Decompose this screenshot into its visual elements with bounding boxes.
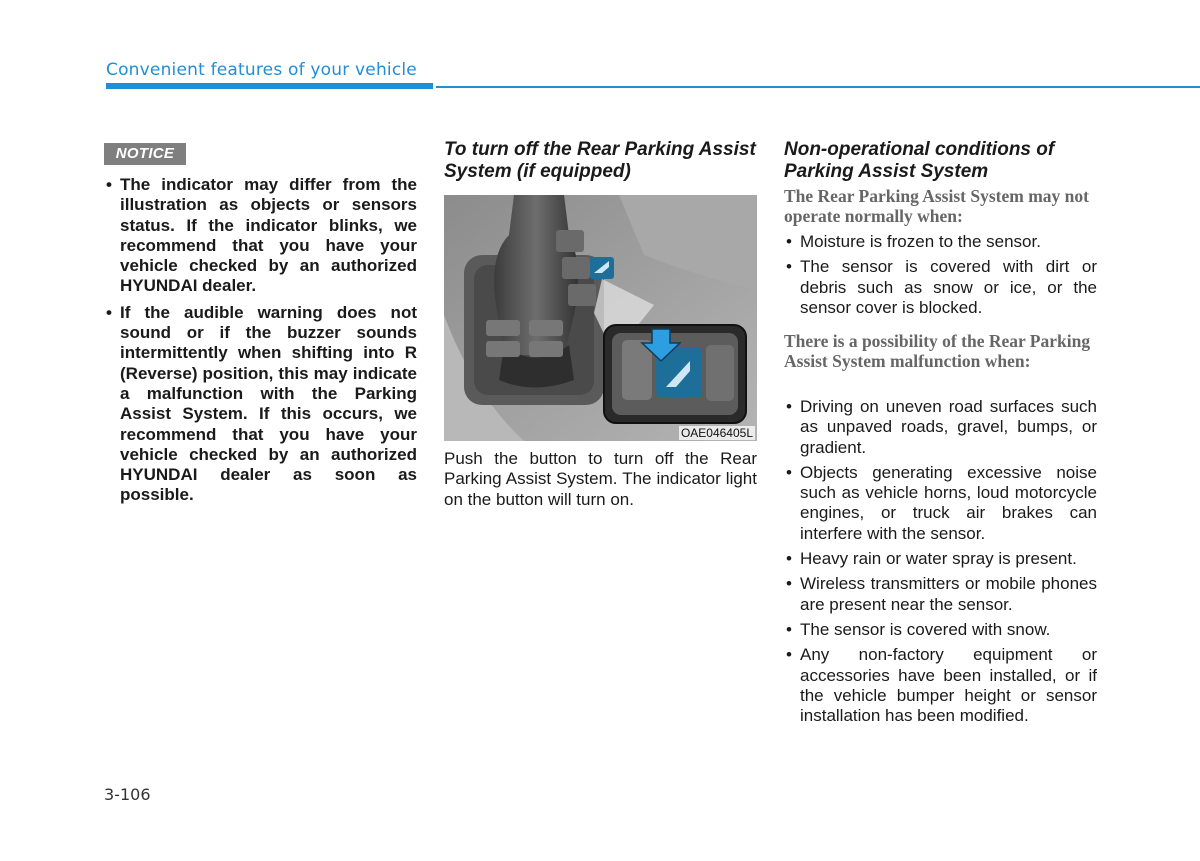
- list-item: • Driving on uneven road surfaces such as unpaved roads, gravel, bumps, or gradient.: [784, 397, 1097, 458]
- console-button-illustration: [444, 195, 757, 441]
- list-item: • Wireless transmitters or mobile phones are present near the sensor.: [784, 574, 1097, 615]
- turn-off-paragraph: Push the button to turn off the Rear Parking Assist System. The indicator light on the button will turn on.: [444, 449, 757, 509]
- malfunction-list: [784, 397, 1097, 731]
- page-number: 3-106: [104, 785, 151, 804]
- list-item: • Any non-factory equipment or accessories have been installed, or if the vehicle bumper height or sensor installation has been modified.: [784, 645, 1097, 726]
- header-rule-thick: [106, 83, 433, 89]
- notice-item: • If the audible warning does not sound or if the buzzer sounds intermittently when shifting into R (Reverse) position, this may indicate a malfunction with the Parking Assist System. If this occurs, we recommend that you have your vehicle checked by an authorized HYUNDAI dealer as soon as possible.: [104, 303, 417, 506]
- turn-off-heading: To turn off the Rear Parking Assist System (if equipped): [444, 139, 756, 182]
- section-header-title: Convenient features of your vehicle: [106, 60, 417, 80]
- notice-badge: NOTICE: [104, 143, 186, 165]
- list-item: • The sensor is covered with snow.: [784, 620, 1097, 640]
- subheading-may-not-operate: The Rear Parking Assist System may not operate normally when:: [784, 186, 1089, 227]
- may-not-operate-list: [784, 232, 1097, 323]
- list-item: • The sensor is covered with dirt or debris such as snow or ice, or the sensor cover is blocked.: [784, 257, 1097, 318]
- console-illustration-svg: [444, 195, 757, 441]
- figure-code: OAE046405L: [680, 426, 753, 440]
- list-item: • Objects generating excessive noise such as vehicle horns, loud motorcycle engines, or truck air brakes can interfere with the sensor.: [784, 463, 1097, 544]
- non-operational-heading: Non-operational conditions of Parking Assist System: [784, 139, 1055, 182]
- list-item: • Heavy rain or water spray is present.: [784, 549, 1097, 569]
- header-rule-thin: [436, 86, 1200, 88]
- subheading-malfunction: There is a possibility of the Rear Parking Assist System malfunction when:: [784, 331, 1091, 372]
- notice-list: [104, 175, 417, 512]
- list-item: • Moisture is frozen to the sensor.: [784, 232, 1097, 252]
- notice-item: • The indicator may differ from the illustration as objects or sensors status. If the indicator blinks, we recommend that you have your vehicle checked by an authorized HYUNDAI dealer.: [104, 175, 417, 297]
